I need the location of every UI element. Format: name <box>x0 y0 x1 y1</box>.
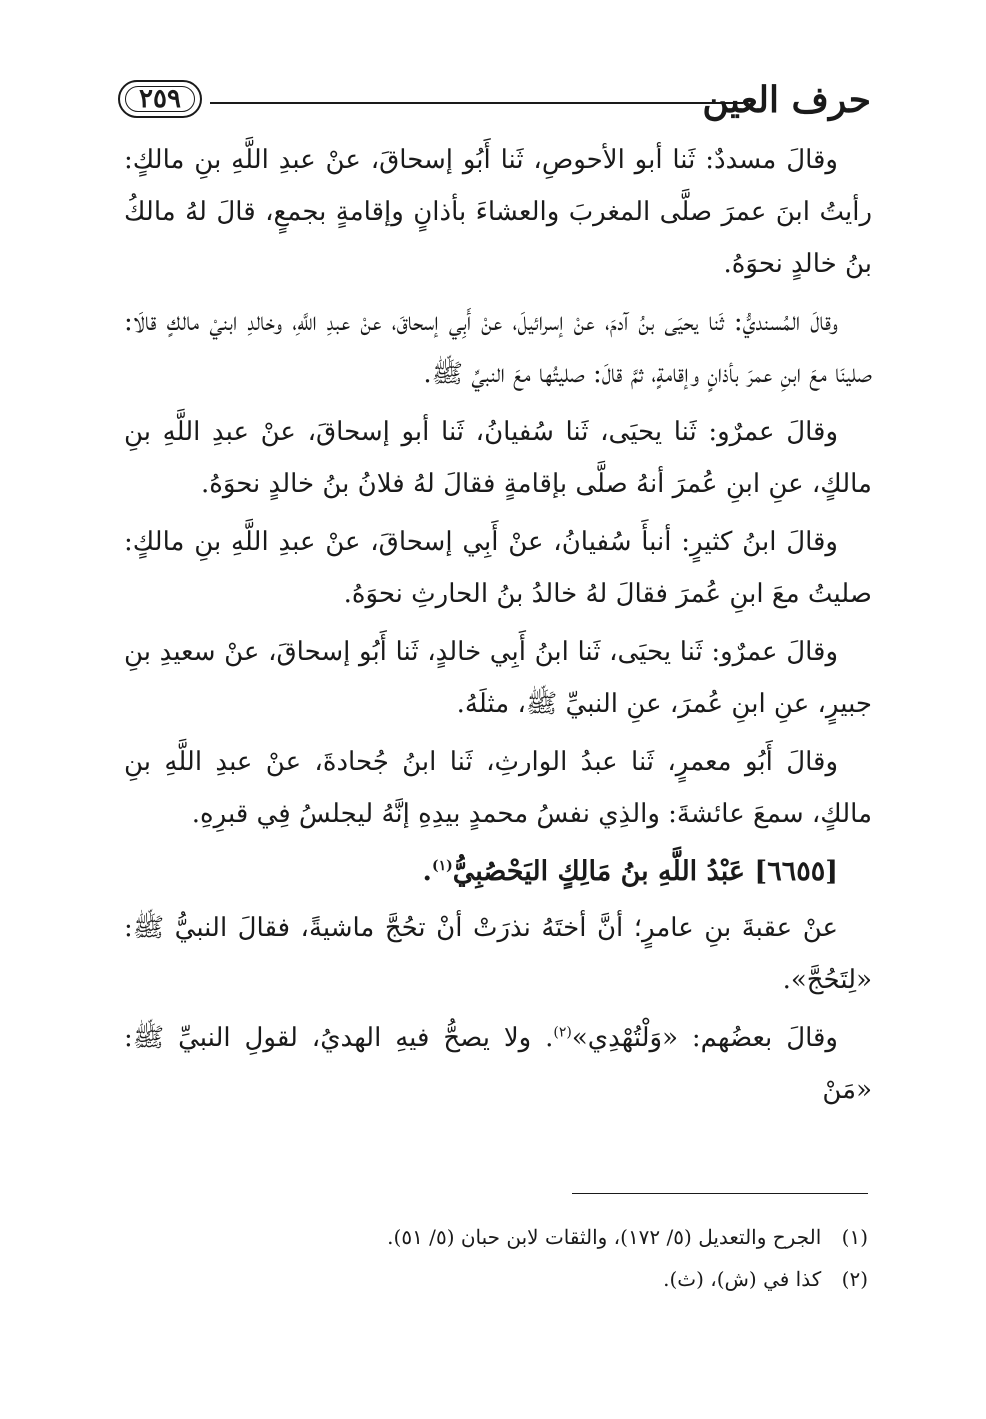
paragraph-text-end: . ولا يصحُّ فيهِ الهديُ، لقولِ النبيِّ ﷺ: «مَنْ <box>124 1023 872 1105</box>
paragraph <box>124 1012 872 1116</box>
paragraph-text-start: وقالَ بعضُهم: «وَلْتُهْدِي» <box>571 1023 838 1053</box>
entry-title: عَبْدُ اللَّهِ بنُ مَالِكٍ اليَحْصُبِيُّ <box>452 856 746 887</box>
paragraph: وقالَ المُسنديُّ: ثَنا يحيَى بنُ آدمَ، عنْ إسرائيلَ، عنْ أَبِي إسحاقَ، عنْ عبدِ اللَّهِ، وخالدِ ابنيْ مالكٍ قالَا: صلينَا معَ ابنِ عمرَ بأذانٍ وإقامةٍ، ثمَّ قالَ: صليتُها معَ النبيِّ ﷺ. <box>124 307 872 389</box>
entry-number: [٦٦٥٥] <box>754 856 838 887</box>
paragraph: وقالَ عمرٌو: ثَنا يحيَى، ثَنا سُفيانُ، ثَنا أبو إسحاقَ، عنْ عبدِ اللَّهِ بنِ مالكٍ، عنِ ابنِ عُمرَ أنهُ صلَّى بإقامةٍ فقالَ لهُ فلانُ بنُ خالدٍ نحوَهُ. <box>124 417 872 499</box>
footnotes <box>120 1216 868 1300</box>
footnote-number: (١) <box>841 1225 868 1249</box>
paragraph: وقالَ ابنُ كثيرٍ: أنبأَ سُفيانُ، عنْ أَبِي إسحاقَ، عنْ عبدِ اللَّهِ بنِ مالكٍ: صليتُ معَ ابنِ عُمرَ فقالَ لهُ خالدُ بنُ الحارثِ نحوَهُ. <box>124 527 872 609</box>
footnote-separator <box>572 1193 868 1194</box>
entry-heading: [٦٦٥٥] عَبْدُ اللَّهِ بنُ مَالِكٍ اليَحْصُبِيُّ$^{(١)}$. <box>422 856 838 887</box>
footnote-reference[interactable]: (٢) <box>553 1024 572 1041</box>
page-header <box>118 74 871 130</box>
paragraph: وقالَ أَبُو معمرٍ، ثَنا عبدُ الوارثِ، ثَنا ابنُ جُحادةَ، عنْ عبدِ اللَّهِ بنِ مالكٍ، سمعَ عائشةَ: والذِي نفسُ محمدٍ بيدِهِ إنَّهُ ليجلسُ فِي قبرِهِ. <box>124 747 872 829</box>
main-text <box>124 134 872 1122</box>
footnote-text: الجرح والتعديل (٥/ ١٧٢)، والثقات لابن حبان (٥/ ٥١). <box>387 1225 822 1249</box>
footnote <box>120 1258 868 1300</box>
paragraph: وقالَ مسددٌ: ثَنا أبو الأحوصِ، ثَنا أَبُو إسحاقَ، عنْ عبدِ اللَّهِ بنِ مالكٍ: رأيتُ ابنَ عمرَ صلَّى المغربَ والعشاءَ بأذانٍ وإقامةٍ بجمعٍ، قالَ لهُ مالكُ بنُ خالدٍ نحوَهُ. <box>124 145 872 279</box>
page-number-badge <box>118 80 202 118</box>
running-title: حرف العين <box>702 79 871 121</box>
footnote <box>120 1216 868 1258</box>
footnote-text: كذا في (ش)، (ث). <box>663 1267 822 1291</box>
paragraph: عنْ عقبةَ بنِ عامرٍ؛ أنَّ أختَهُ نذرَتْ أنْ تحُجَّ ماشيةً، فقالَ النبيُّ ﷺ: «لِتَحُجَّ». <box>124 913 872 995</box>
footnote-number: (٢) <box>841 1267 868 1291</box>
footnote-reference[interactable]: (١) <box>431 858 453 874</box>
paragraph: وقالَ عمرٌو: ثَنا يحيَى، ثَنا ابنُ أَبِي خالدٍ، ثَنا أَبُو إسحاقَ، عنْ سعيدِ بنِ جبيرٍ، عنِ ابنِ عُمرَ، عنِ النبيِّ ﷺ، مثلَهُ. <box>124 637 872 719</box>
header-rule <box>210 102 743 104</box>
page-number: ٢٥٩ <box>139 84 181 114</box>
